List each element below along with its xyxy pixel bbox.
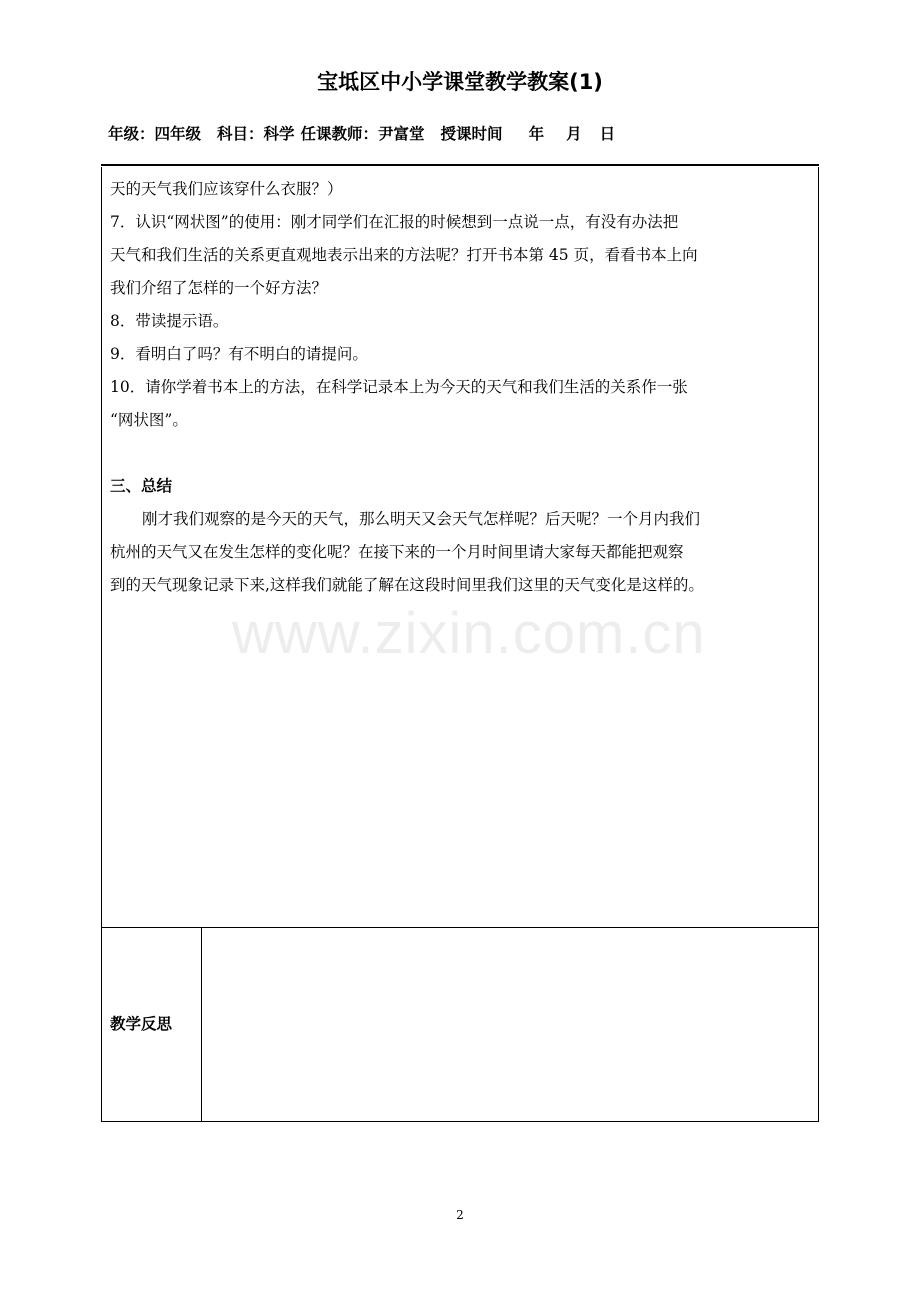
content-line: 天的天气我们应该穿什么衣服？） [110, 180, 343, 198]
content-line: 8．带读提示语。 [110, 312, 229, 330]
top-rule [101, 164, 819, 166]
year-label: 年 [528, 125, 545, 143]
content-line: 天气和我们生活的关系更直观地表示出来的方法呢？打开书本第 45 页，看看书本上向 [110, 246, 698, 264]
teacher-text: 任课教师：尹富堂 [300, 125, 425, 143]
lesson-content-cell [101, 167, 819, 928]
content-line: 10．请你学着书本上的方法，在科学记录本上为今天的天气和我们生活的关系作一张 [110, 378, 688, 396]
reflection-label-cell [102, 928, 202, 1121]
page-title: 宝坻区中小学课堂教学教案(1) [317, 70, 603, 94]
reflection-label: 教学反思 [110, 1015, 173, 1033]
day-label: 日 [599, 125, 616, 143]
reflection-row [101, 927, 819, 1122]
watermark: www.zixin.com.cn [232, 601, 706, 666]
content-line: 我们介绍了怎样的一个好方法？ [110, 279, 328, 297]
lesson-content [110, 173, 818, 602]
month-label: 月 [566, 125, 582, 143]
time-label: 授课时间 [440, 125, 503, 143]
content-line: 9．看明白了吗？有不明白的请提问。 [110, 345, 368, 363]
summary-line: 刚才我们观察的是今天的天气，那么明天又会天气怎样呢？后天呢？一个月内我们 [142, 510, 701, 528]
summary-line: 杭州的天气又在发生怎样的变化呢？在接下来的一个月时间里请大家每天都能把观察 [110, 543, 684, 561]
header-meta [108, 120, 615, 148]
page-number: 2 [456, 1208, 464, 1222]
content-line: “网状图”。 [110, 411, 188, 429]
subject-text: 科目：科学 [217, 125, 295, 143]
summary-line: 到的天气现象记录下来,这样我们就能了解在这段时间里我们这里的天气变化是这样的。 [110, 576, 704, 594]
grade-text: 年级：四年级 [108, 125, 202, 143]
section-heading: 三、总结 [110, 477, 173, 495]
content-line: 7．认识“网状图”的使用：刚才同学们在汇报的时候想到一点说一点，有没有办法把 [110, 213, 679, 231]
